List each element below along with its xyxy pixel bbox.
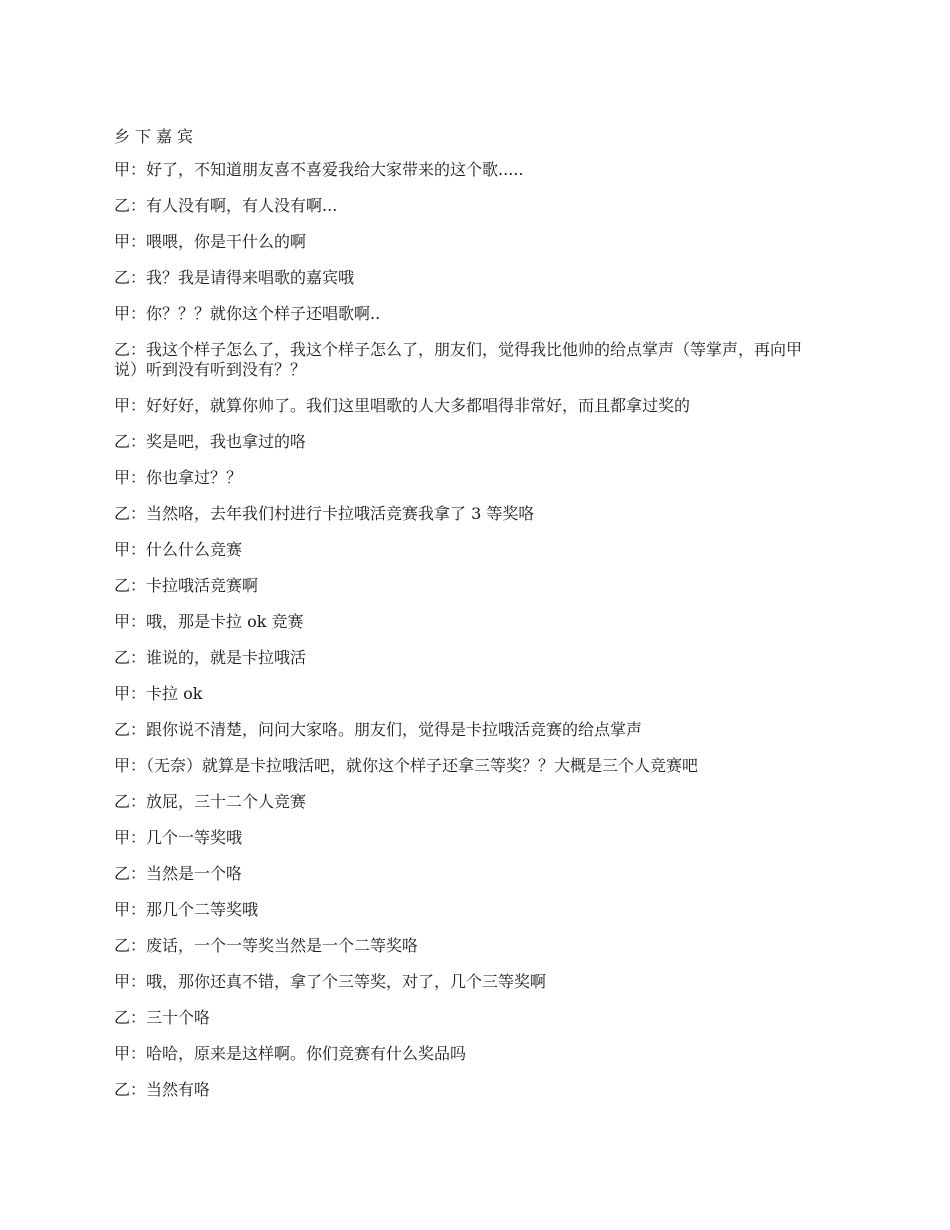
speaker-label: 甲： xyxy=(114,1044,147,1063)
dialogue-text: 当然是一个咯 xyxy=(146,864,243,883)
dialogue-text: 当然有咯 xyxy=(146,1080,211,1099)
dialogue-line xyxy=(114,720,826,740)
dialogue-text: 当然咯，去年我们村进行卡拉哦活竞赛我拿了 3 等奖咯 xyxy=(146,504,535,523)
dialogue-text: 有人没有啊，有人没有啊... xyxy=(146,196,338,215)
dialogue-line xyxy=(114,612,826,632)
dialogue-line xyxy=(114,160,826,180)
speaker-label: 甲： xyxy=(114,160,147,179)
speaker-label: 甲： xyxy=(114,468,147,487)
dialogue-text: 哦，那是卡拉 ok 竞赛 xyxy=(146,612,304,631)
dialogue-text: 什么什么竞赛 xyxy=(146,540,243,559)
dialogue-line xyxy=(114,972,826,992)
dialogue-line xyxy=(114,340,826,380)
speaker-label: 乙： xyxy=(114,648,147,667)
speaker-label: 乙： xyxy=(114,1008,147,1027)
dialogue-text: 卡拉 ok xyxy=(146,684,203,703)
dialogue-text: 谁说的，就是卡拉哦活 xyxy=(146,648,307,667)
speaker-label: 乙： xyxy=(114,268,147,287)
dialogue-text: 你？？？就你这个样子还唱歌啊.. xyxy=(146,304,381,323)
dialogue-text: 喂喂，你是干什么的啊 xyxy=(146,232,307,251)
speaker-label: 甲： xyxy=(114,900,147,919)
speaker-label: 甲： xyxy=(114,304,147,323)
speaker-label: 甲： xyxy=(114,828,147,847)
speaker-label: 乙： xyxy=(114,1080,147,1099)
dialogue-line xyxy=(114,792,826,812)
dialogue-text: （无奈）就算是卡拉哦活吧，就你这个样子还拿三等奖？？大概是三个人竞赛吧 xyxy=(146,756,699,775)
speaker-label: 甲： xyxy=(114,684,147,703)
speaker-label: 甲： xyxy=(114,540,147,559)
speaker-label: 乙： xyxy=(114,720,147,739)
dialogue-line xyxy=(114,828,826,848)
dialogue-text: 好了，不知道朋友喜不喜爱我给大家带来的这个歌..... xyxy=(146,160,524,179)
speaker-label: 甲： xyxy=(114,972,147,991)
speaker-label: 乙： xyxy=(114,340,147,359)
dialogue-text: 奖是吧，我也拿过的咯 xyxy=(146,432,307,451)
dialogue-line xyxy=(114,268,826,288)
dialogue-line xyxy=(114,396,826,416)
dialogue-line xyxy=(114,684,826,704)
speaker-label: 乙： xyxy=(114,196,147,215)
speaker-label: 乙： xyxy=(114,432,147,451)
dialogue-line xyxy=(114,756,826,776)
dialogue-line xyxy=(114,504,826,524)
dialogue-line xyxy=(114,232,826,252)
speaker-label: 乙： xyxy=(114,576,147,595)
dialogue-line xyxy=(114,936,826,956)
document-body xyxy=(114,124,826,1116)
dialogue-text: 我这个样子怎么了，我这个样子怎么了，朋友们，觉得我比他帅的给点掌声（等掌声，再向甲说）听到没有听到没有？？ xyxy=(114,340,803,379)
dialogue-text: 放屁，三十二个人竞赛 xyxy=(146,792,307,811)
speaker-label: 甲： xyxy=(114,756,147,775)
dialogue-line xyxy=(114,900,826,920)
dialogue-text: 卡拉哦活竞赛啊 xyxy=(146,576,259,595)
speaker-label: 甲： xyxy=(114,612,147,631)
dialogue-line xyxy=(114,1080,826,1100)
dialogue-text: 哦，那你还真不错，拿了个三等奖，对了，几个三等奖啊 xyxy=(146,972,547,991)
speaker-label: 乙： xyxy=(114,936,147,955)
document-title: 乡下嘉宾 xyxy=(114,127,199,146)
dialogue-line xyxy=(114,1008,826,1028)
dialogue-line xyxy=(114,1044,826,1064)
dialogue-text: 你也拿过？？ xyxy=(146,468,243,487)
speaker-label: 甲： xyxy=(114,232,147,251)
dialogue-line xyxy=(114,648,826,668)
dialogue-text: 几个一等奖哦 xyxy=(146,828,243,847)
speaker-label: 乙： xyxy=(114,792,147,811)
dialogue-line xyxy=(114,540,826,560)
dialogue-line xyxy=(114,432,826,452)
dialogue-line xyxy=(114,576,826,596)
speaker-label: 乙： xyxy=(114,864,147,883)
dialogue-text: 哈哈，原来是这样啊。你们竞赛有什么奖品吗 xyxy=(146,1044,467,1063)
dialogue-text: 废话，一个一等奖当然是一个二等奖咯 xyxy=(146,936,419,955)
dialogue-line xyxy=(114,864,826,884)
dialogue-line xyxy=(114,304,826,324)
dialogue-text: 我？我是请得来唱歌的嘉宾哦 xyxy=(146,268,355,287)
dialogue-line xyxy=(114,196,826,216)
speaker-label: 乙： xyxy=(114,504,147,523)
dialogue-line xyxy=(114,468,826,488)
dialogue-text: 跟你说不清楚，问问大家咯。朋友们，觉得是卡拉哦活竞赛的给点掌声 xyxy=(146,720,643,739)
speaker-label: 甲： xyxy=(114,396,147,415)
dialogue-text: 三十个咯 xyxy=(146,1008,211,1027)
dialogue-text: 那几个二等奖哦 xyxy=(146,900,259,919)
dialogue-text: 好好好，就算你帅了。我们这里唱歌的人大多都唱得非常好，而且都拿过奖的 xyxy=(146,396,691,415)
